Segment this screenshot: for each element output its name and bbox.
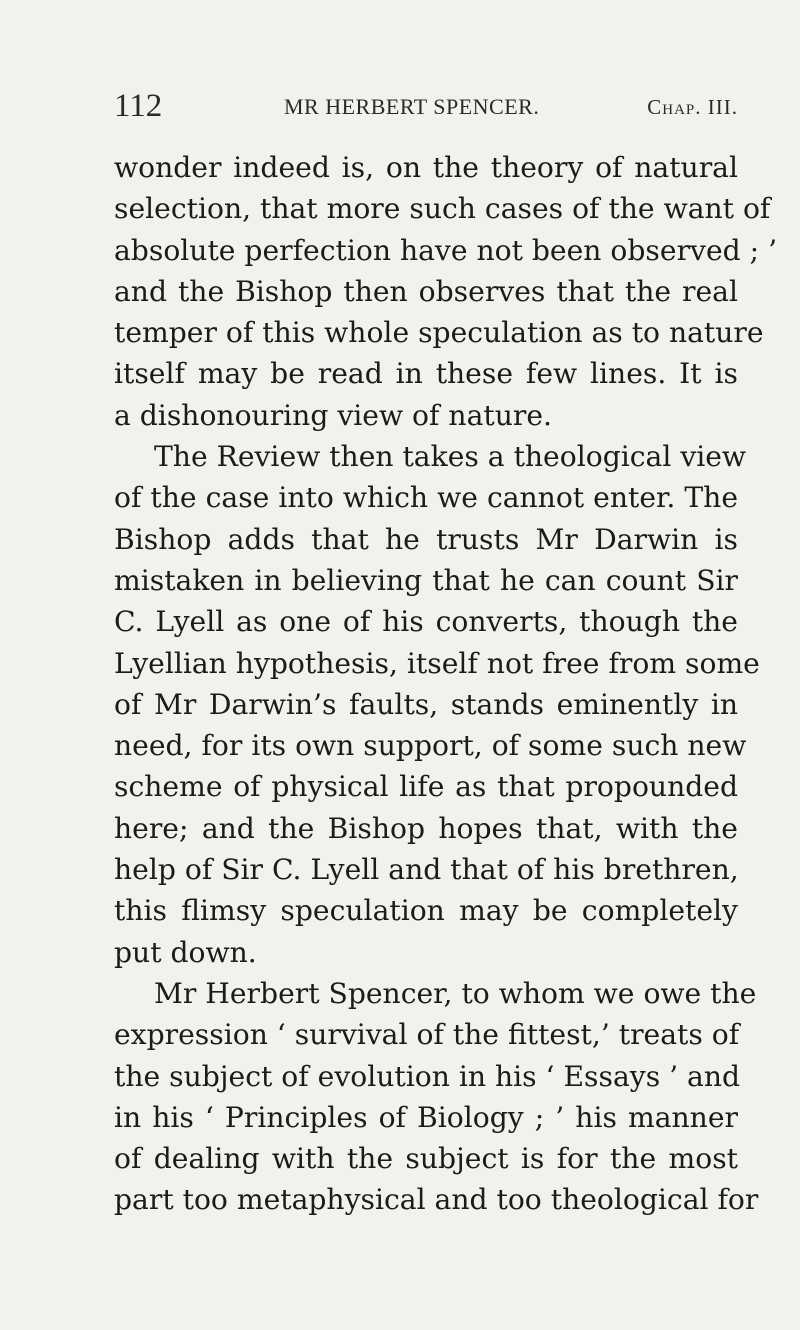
text-line: need, for its own support, of some such new xyxy=(114,729,747,763)
text-line: mistaken in believing that he can count Sir xyxy=(114,563,738,597)
running-title: MR HERBERT SPENCER. xyxy=(284,94,540,119)
chapter-label: Chap. III. xyxy=(647,95,738,119)
text-line: here; and the Bishop hopes that, with the xyxy=(114,811,738,845)
text-line: temper of this whole speculation as to nature xyxy=(114,316,764,350)
paragraph-start-line: Mr Herbert Spencer, to whom we owe the xyxy=(154,976,757,1010)
text-line: scheme of physical life as that propounded xyxy=(114,770,738,804)
text-line: itself may be read in these few lines. It is xyxy=(114,357,738,391)
text-line: put down. xyxy=(114,935,257,969)
text-line: in his ‘ Principles of Biology ; ’ his manner xyxy=(114,1100,738,1134)
text-line: selection, that more such cases of the want of xyxy=(114,192,771,226)
body-text xyxy=(114,147,778,1221)
page-header xyxy=(114,86,738,126)
text-line: of the case into which we cannot enter. The xyxy=(114,481,738,515)
text-line: this flimsy speculation may be completely xyxy=(114,894,738,928)
page-number: 112 xyxy=(114,88,163,124)
text-line: Lyellian hypothesis, itself not free from some xyxy=(114,646,760,680)
text-line: expression ‘ survival of the fittest,’ treats of xyxy=(114,1018,740,1052)
text-line: part too metaphysical and too theological for xyxy=(114,1183,759,1217)
text-line: a dishonouring view of nature. xyxy=(114,398,552,432)
text-line: Bishop adds that he trusts Mr Darwin is xyxy=(114,522,738,556)
text-line: wonder indeed is, on the theory of natural xyxy=(114,151,738,184)
text-line: and the Bishop then observes that the real xyxy=(114,274,738,308)
text-line: of dealing with the subject is for the most xyxy=(114,1142,738,1176)
paragraph-start-line: The Review then takes a theological view xyxy=(154,440,747,474)
text-line: help of Sir C. Lyell and that of his brethren, xyxy=(114,853,739,887)
text-line: C. Lyell as one of his converts, though the xyxy=(114,605,738,639)
text-line: the subject of evolution in his ‘ Essays ’ and xyxy=(114,1059,741,1093)
text-line: of Mr Darwin’s faults, stands eminently in xyxy=(114,687,738,721)
text-line: absolute perfection have not been observed ; ’ xyxy=(114,233,778,267)
